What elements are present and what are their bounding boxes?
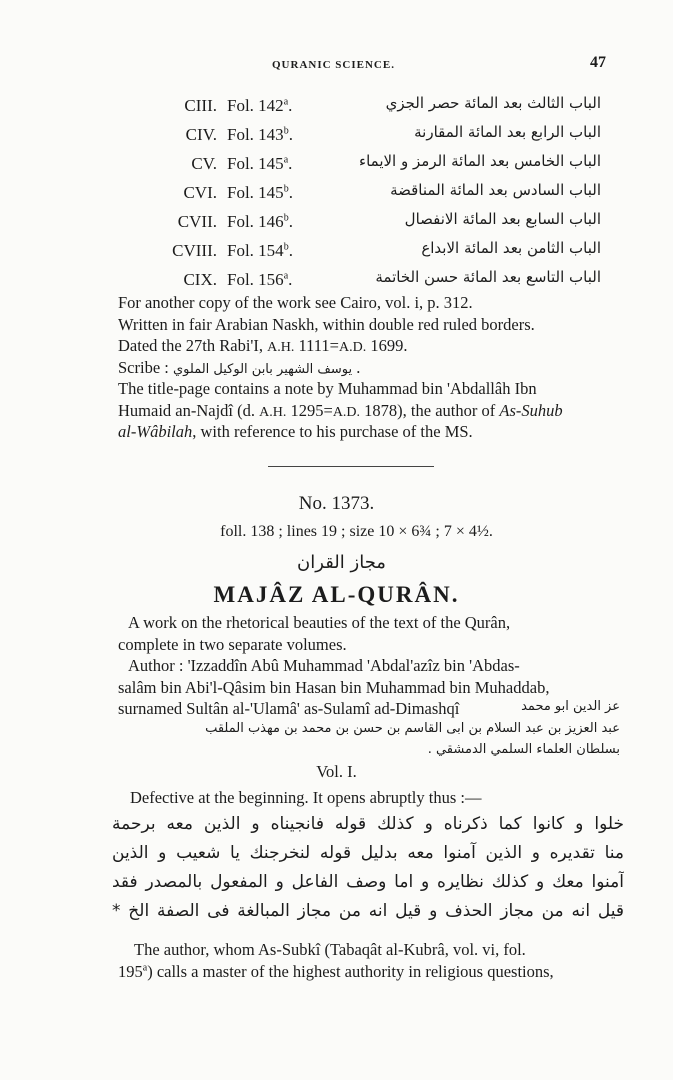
chapter-arabic-title: الباب التاسع بعد المائة حسن الخاتمة: [375, 268, 601, 286]
page-number: 47: [590, 54, 606, 71]
closing-paragraph: [118, 940, 628, 984]
chapter-folio: Fol. 142$^a$.: [227, 96, 293, 115]
chapter-row: [0, 150, 673, 179]
chapter-number: CIII.: [184, 96, 217, 115]
note-scribe: Scribe : يوسف الشهير بابن الوكيل الملوي .: [118, 357, 361, 377]
page-header: [0, 54, 673, 76]
manuscript-notes: [118, 293, 618, 444]
chapter-number: CVI.: [183, 183, 217, 202]
closing-line: The author, whom As-Subkî (Tabaqât al-Kubrâ, vol. vi, fol.: [134, 940, 526, 959]
chapter-arabic-title: الباب السادس بعد المائة المناقضة: [390, 181, 601, 199]
chapter-folio: Fol. 145$^a$.: [227, 154, 293, 173]
chapter-arabic-title: الباب الثالث بعد المائة حصر الجزي: [385, 94, 601, 112]
entry-description: [118, 613, 620, 764]
chapter-arabic-title: الباب السابع بعد المائة الانفصال: [404, 210, 601, 228]
note-title-page-3: al-Wâbilah, with reference to his purchase of the MS.: [118, 422, 473, 441]
entry-number: No. 1373.: [298, 493, 375, 514]
entry-arabic-title: مجاز القران: [297, 552, 386, 573]
author-line: salâm bin Abi'l-Qâsim bin Hasan bin Muhammad bin Muhaddab,: [118, 677, 550, 697]
arabic-quotation: [112, 810, 624, 926]
chapter-list: [0, 92, 673, 295]
closing-line: 195$^a$) calls a master of the highest authority in religious questions,: [118, 962, 554, 981]
chapter-number: CV.: [191, 154, 217, 173]
chapter-row: [0, 121, 673, 150]
quotation-line: آمنوا معك و كذلك نظايره و اما وصف الفاعل و المفعول بالمصدر فقد: [112, 872, 624, 892]
author-arabic-name: عز الدين ابو محمد: [521, 699, 620, 714]
entry-specs: foll. 138 ; lines 19 ; size 10 × 6¾ ; 7 × 4½.: [220, 523, 493, 540]
author-arabic-line: عبد العزيز بن عبد السلام بن ابى القاسم بن حسن بن محمد بن مهذب الملقب: [205, 720, 620, 736]
note-written: Written in fair Arabian Naskh, within double red ruled borders.: [118, 314, 535, 334]
note-title-page-1: The title-page contains a note by Muhammad bin 'Abdallâh Ibn: [118, 379, 537, 398]
chapter-folio: Fol. 143$^b$.: [227, 125, 293, 144]
chapter-row: [0, 237, 673, 266]
chapter-row: [0, 179, 673, 208]
chapter-number: CIV.: [185, 125, 217, 144]
quotation-line: قيل انه من مجاز الحذف و قيل انه من مجاز المبالغة فى الصفة الخ *: [112, 901, 624, 921]
author-line: Author : 'Izzaddîn Abû Muhammad 'Abdal'azîz bin 'Abdas-: [128, 656, 520, 675]
quotation-line: خلوا و كانوا كما ذكرناه و كذلك قوله فانجيناه و الذين معه برحمة: [112, 814, 624, 834]
description-line: complete in two separate volumes.: [118, 634, 347, 654]
chapter-folio: Fol. 154$^b$.: [227, 241, 293, 260]
defective-note: Defective at the beginning. It opens abruptly thus :—: [130, 788, 482, 807]
section-divider: [268, 466, 434, 467]
chapter-number: CVIII.: [172, 241, 217, 260]
quotation-line: منا تقديره و الذين آمنوا معه بدليل قوله لنخرجنك يا شعيب و الذين: [112, 843, 624, 863]
volume-heading: Vol. I.: [316, 762, 357, 781]
description-line: A work on the rhetorical beauties of the text of the Qurân,: [128, 613, 511, 632]
running-title: QURANIC SCIENCE.: [272, 59, 395, 71]
chapter-folio: Fol. 156$^a$.: [227, 270, 293, 289]
note-another-copy: For another copy of the work see Cairo, vol. i, p. 312.: [118, 293, 473, 312]
chapter-folio: Fol. 146$^b$.: [227, 212, 293, 231]
chapter-arabic-title: الباب الرابع بعد المائة المقارنة: [414, 123, 601, 141]
chapter-number: CVII.: [177, 212, 217, 231]
chapter-row: [0, 92, 673, 121]
author-arabic-line: بسلطان العلماء السلمي الدمشقي .: [427, 742, 620, 757]
chapter-row: [0, 266, 673, 295]
chapter-arabic-title: الباب الخامس بعد المائة الرمز و الايماء: [359, 152, 601, 170]
chapter-arabic-title: الباب الثامن بعد المائة الابداع: [421, 239, 601, 257]
chapter-folio: Fol. 145$^b$.: [227, 183, 293, 202]
note-dated: Dated the 27th Rabi'I, A.H. 1111=A.D. 1699.: [118, 336, 408, 355]
note-title-page-2: Humaid an-Najdî (d. A.H. 1295=A.D. 1878), the author of As-Suhub: [118, 400, 563, 420]
scribe-arabic-name: يوسف الشهير بابن الوكيل الملوي: [173, 361, 353, 377]
chapter-number: CIX.: [183, 270, 217, 289]
chapter-row: [0, 208, 673, 237]
entry-title: MAJÂZ AL-QURÂN.: [213, 582, 460, 607]
author-line: surnamed Sultân al-'Ulamâ' as-Sulamî ad-Dimashqî عز الدين ابو محمد: [118, 699, 620, 718]
